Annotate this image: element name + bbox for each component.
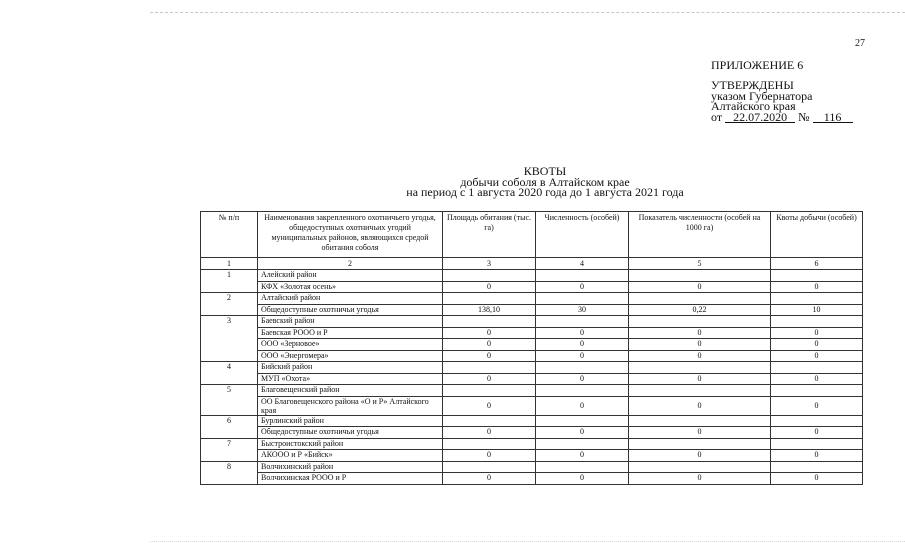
row-area <box>443 270 536 282</box>
row-area: 0 <box>443 373 536 385</box>
row-quota: 0 <box>771 427 863 439</box>
row-area <box>443 362 536 374</box>
row-name: Волчихинский район <box>258 461 443 473</box>
row-quota: 0 <box>771 450 863 462</box>
column-number: 4 <box>536 258 629 270</box>
approval-line-2: указом Губернатора <box>711 88 813 103</box>
table-row <box>201 373 863 385</box>
row-count: 0 <box>536 327 629 339</box>
row-area: 0 <box>443 473 536 485</box>
scan-artifact-bottom <box>150 541 905 543</box>
row-quota: 0 <box>771 350 863 362</box>
row-name: ООО «Энергомера» <box>258 350 443 362</box>
row-count <box>536 385 629 397</box>
row-area <box>443 316 536 328</box>
row-name: Благовещенский район <box>258 385 443 397</box>
row-quota: 0 <box>771 396 863 415</box>
header-count: Численность (особей) <box>536 212 629 258</box>
row-count: 0 <box>536 373 629 385</box>
row-count: 0 <box>536 396 629 415</box>
quota-table <box>200 211 863 485</box>
row-index: 0 <box>629 450 771 462</box>
table-row <box>201 362 863 374</box>
row-area: 0 <box>443 396 536 415</box>
row-number: 7 <box>201 438 258 461</box>
row-index: 0 <box>629 281 771 293</box>
row-name: КФХ «Золотая осень» <box>258 281 443 293</box>
row-name: Общедоступные охотничьи угодья <box>258 427 443 439</box>
header-num: № п/п <box>201 212 258 258</box>
title-line-2: добычи соболя в Алтайском крае <box>460 174 630 189</box>
row-index <box>629 385 771 397</box>
table-row <box>201 293 863 305</box>
approval-line-3: Алтайского края <box>711 99 796 113</box>
row-number: 6 <box>201 415 258 438</box>
row-name: ООО «Зерновое» <box>258 339 443 351</box>
row-count: 0 <box>536 339 629 351</box>
table-row <box>201 327 863 339</box>
table-row <box>201 316 863 328</box>
table-header-row <box>201 212 863 258</box>
row-quota: 0 <box>771 339 863 351</box>
row-count <box>536 415 629 427</box>
row-area: 0 <box>443 450 536 462</box>
column-number-row <box>201 258 863 270</box>
number-prefix: № <box>798 109 810 124</box>
row-area <box>443 385 536 397</box>
row-area <box>443 461 536 473</box>
row-number: 1 <box>201 270 258 293</box>
row-count: 0 <box>536 427 629 439</box>
table-row <box>201 339 863 351</box>
row-area: 0 <box>443 327 536 339</box>
header-area: Площадь обитания (тыс. га) <box>443 212 536 258</box>
column-number: 1 <box>201 258 258 270</box>
row-index: 0 <box>629 339 771 351</box>
table-row <box>201 385 863 397</box>
row-count: 0 <box>536 350 629 362</box>
row-quota <box>771 461 863 473</box>
date-prefix: от <box>711 109 723 124</box>
approval-line-1: УТВЕРЖДЕНЫ <box>711 78 794 92</box>
row-count: 30 <box>536 304 629 316</box>
row-index: 0 <box>629 473 771 485</box>
row-quota <box>771 362 863 374</box>
table-row <box>201 281 863 293</box>
row-area <box>443 415 536 427</box>
row-area: 0 <box>443 427 536 439</box>
row-quota <box>771 270 863 282</box>
appendix-label: ПРИЛОЖЕНИЕ 6 <box>711 58 804 72</box>
row-count <box>536 438 629 450</box>
decree-date: 22.07.2020 <box>725 112 795 124</box>
row-index <box>629 438 771 450</box>
header-quota: Квоты добычи (особей) <box>771 212 863 258</box>
scan-artifact-top <box>150 12 905 14</box>
row-number: 5 <box>201 385 258 416</box>
row-index <box>629 270 771 282</box>
column-number: 2 <box>258 258 443 270</box>
approval-block <box>711 80 853 123</box>
table-row <box>201 438 863 450</box>
row-index <box>629 293 771 305</box>
row-name: Алтайский район <box>258 293 443 305</box>
row-count: 0 <box>536 281 629 293</box>
table-row <box>201 304 863 316</box>
row-index: 0 <box>629 427 771 439</box>
row-quota <box>771 316 863 328</box>
row-count <box>536 362 629 374</box>
row-count <box>536 293 629 305</box>
row-name: Баевская РООО и Р <box>258 327 443 339</box>
table-row <box>201 270 863 282</box>
table-row <box>201 473 863 485</box>
row-area: 138,10 <box>443 304 536 316</box>
header-name: Наименования закрепленного охотничьего угодья, общедоступных охотничьих угодий муниципальных районов, являющихся средой обитания соболя <box>258 212 443 258</box>
row-index: 0 <box>629 350 771 362</box>
table-row <box>201 461 863 473</box>
row-index <box>629 461 771 473</box>
table-row <box>201 450 863 462</box>
row-quota: 0 <box>771 373 863 385</box>
row-quota: 0 <box>771 281 863 293</box>
title-line-3: на период с 1 августа 2020 года до 1 августа 2021 года <box>406 185 684 199</box>
column-number: 3 <box>443 258 536 270</box>
row-count <box>536 461 629 473</box>
column-number: 6 <box>771 258 863 270</box>
row-area <box>443 438 536 450</box>
table-row <box>201 415 863 427</box>
row-count <box>536 316 629 328</box>
row-index <box>629 316 771 328</box>
row-name: Быстроистокский район <box>258 438 443 450</box>
row-area: 0 <box>443 281 536 293</box>
table-row <box>201 350 863 362</box>
decree-number: 116 <box>813 112 853 124</box>
row-count: 0 <box>536 473 629 485</box>
row-number: 4 <box>201 362 258 385</box>
row-area: 0 <box>443 339 536 351</box>
row-name: Баевский район <box>258 316 443 328</box>
row-quota <box>771 293 863 305</box>
row-quota: 0 <box>771 327 863 339</box>
row-number: 3 <box>201 316 258 362</box>
row-count <box>536 270 629 282</box>
row-count: 0 <box>536 450 629 462</box>
row-name: ОО Благовещенского района «О и Р» Алтайского края <box>258 396 443 415</box>
page-number: 27 <box>855 38 865 49</box>
title-line-1: КВОТЫ <box>523 164 567 178</box>
column-number: 5 <box>629 258 771 270</box>
row-name: Бурлинский район <box>258 415 443 427</box>
row-index <box>629 415 771 427</box>
row-quota: 10 <box>771 304 863 316</box>
row-area: 0 <box>443 350 536 362</box>
table-row <box>201 427 863 439</box>
row-number: 2 <box>201 293 258 316</box>
row-index: 0 <box>629 373 771 385</box>
row-index: 0,22 <box>629 304 771 316</box>
header-index: Показатель численности (особей на 1000 га) <box>629 212 771 258</box>
row-name: МУП «Охота» <box>258 373 443 385</box>
row-name: Бийский район <box>258 362 443 374</box>
row-name: АКООО и Р «Бийск» <box>258 450 443 462</box>
row-index <box>629 362 771 374</box>
row-quota <box>771 438 863 450</box>
table-row <box>201 396 863 415</box>
row-name: Общедоступные охотничьи угодья <box>258 304 443 316</box>
row-name: Алейский район <box>258 270 443 282</box>
row-quota <box>771 385 863 397</box>
row-index: 0 <box>629 327 771 339</box>
row-name: Волчихинская РООО и Р <box>258 473 443 485</box>
row-index: 0 <box>629 396 771 415</box>
document-title <box>380 166 710 198</box>
row-quota: 0 <box>771 473 863 485</box>
approval-date-line <box>711 109 853 124</box>
row-area <box>443 293 536 305</box>
row-quota <box>771 415 863 427</box>
row-number: 8 <box>201 461 258 484</box>
